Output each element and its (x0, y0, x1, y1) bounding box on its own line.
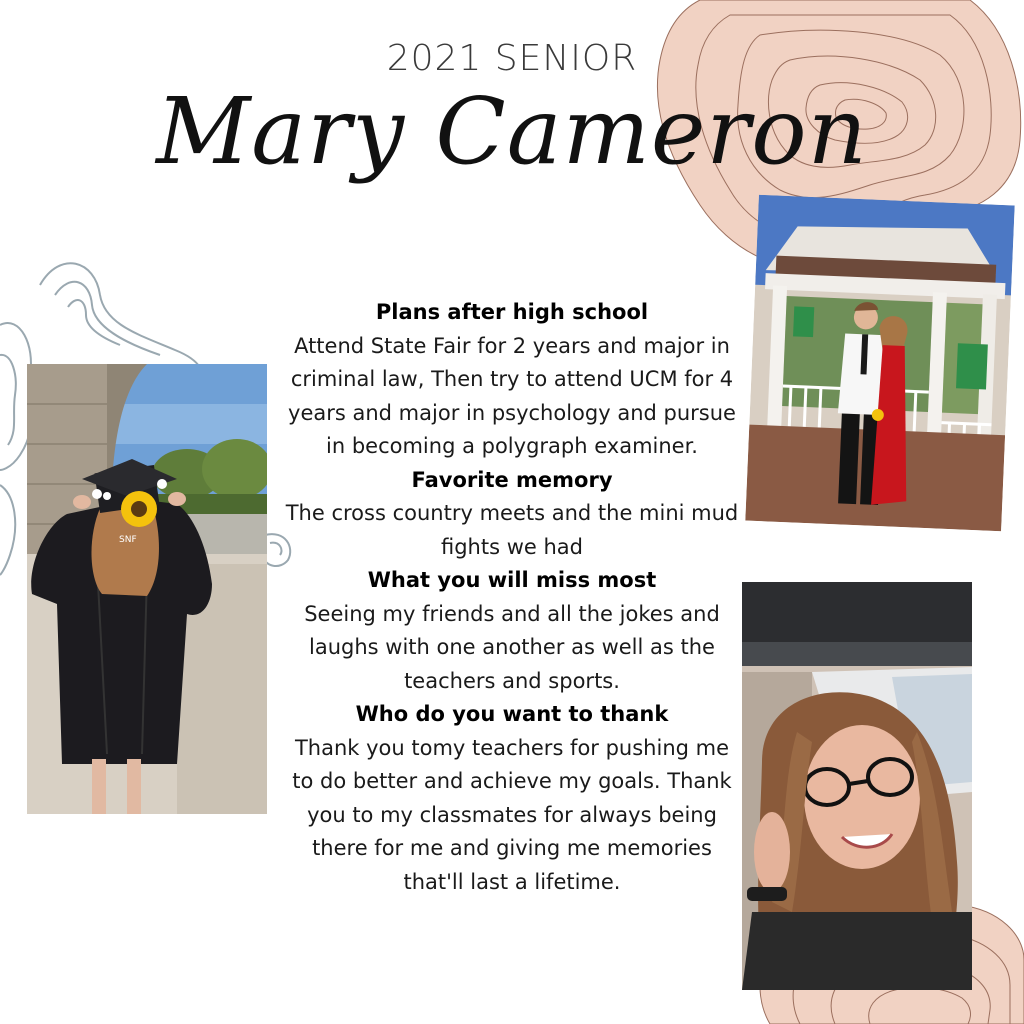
photo-prom-gazebo (745, 195, 1014, 531)
section-body-thank: Thank you tomy teachers for pushing me to do better and achieve my goals. Thank you to my classmates for always being there for me and giving me memories that'll last a lifetime. (292, 735, 732, 894)
section-body-miss-most: Seeing my friends and all the jokes and laughs with one another as well as the teachers and sports. (304, 601, 720, 693)
section-heading-thank: Who do you want to thank (355, 702, 669, 726)
senior-name-title: Mary Cameron (156, 78, 868, 185)
cap-text: SNF (119, 535, 137, 545)
photo-selfie-car (742, 582, 972, 990)
senior-year-kicker: 2021 SENIOR (386, 38, 638, 79)
profile-content (282, 296, 742, 899)
section-heading-miss-most: What you will miss most (367, 568, 657, 592)
section-body-plans: Attend State Fair for 2 years and major in criminal law, Then try to attend UCM for 4 years and major in psychology and pursue in becoming a polygraph examiner. (288, 333, 736, 458)
section-heading-plans: Plans after high school (375, 300, 649, 324)
photo-graduation-gown (27, 364, 267, 814)
section-heading-favorite-memory: Favorite memory (411, 467, 613, 492)
section-body-favorite-memory: The cross country meets and the mini mud fights we had (285, 501, 739, 559)
